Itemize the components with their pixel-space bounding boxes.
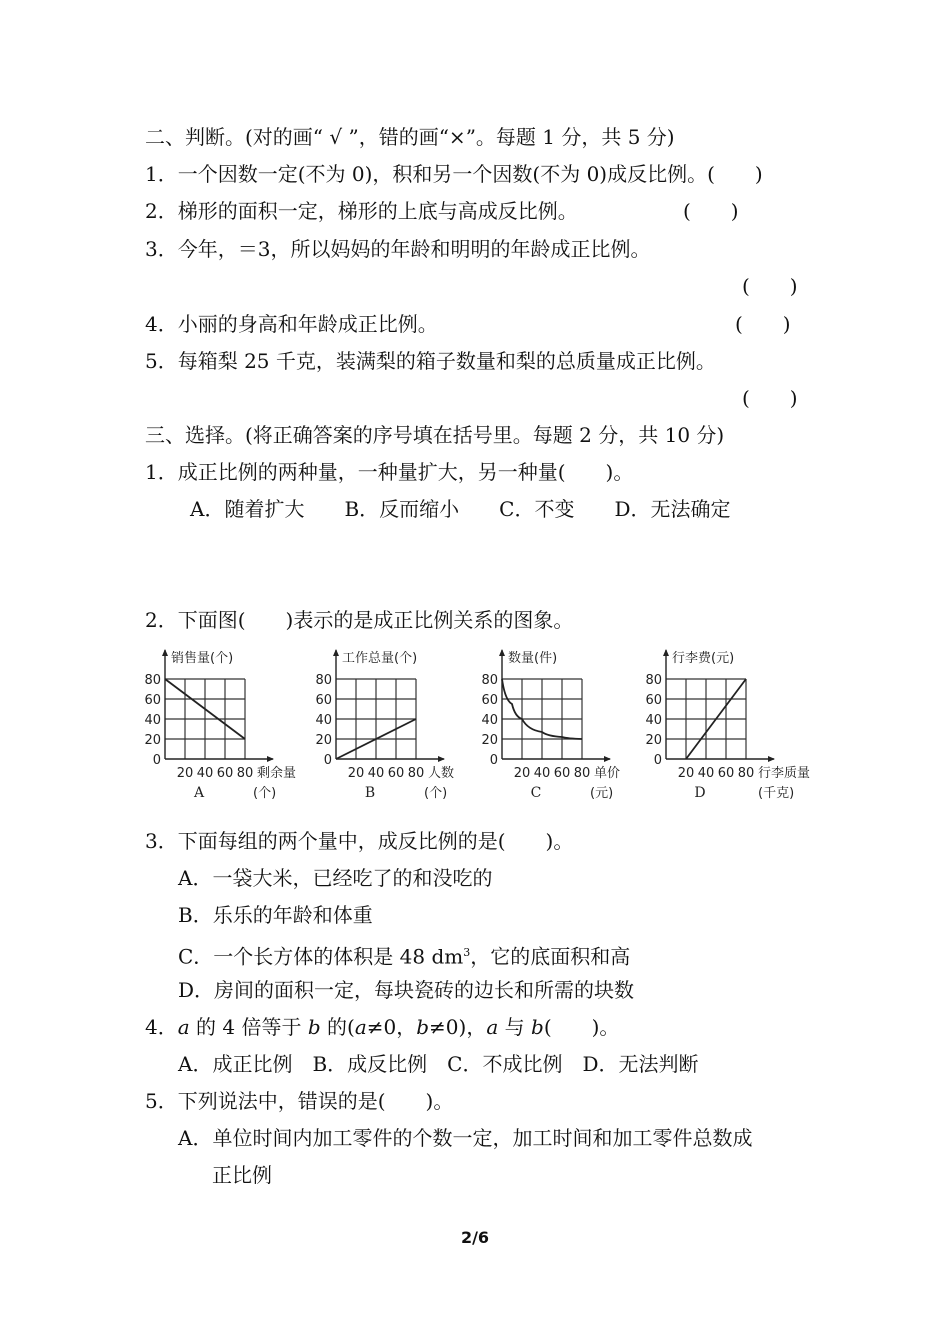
chart-label: C bbox=[530, 785, 542, 801]
y-axis-label: 销售量(个) bbox=[171, 651, 234, 666]
y-tick-label: 80 bbox=[645, 673, 662, 688]
section2-title: 二、判断。(对的画“ √ ”，错的画“×”。每题 1 分，共 5 分) bbox=[145, 125, 675, 149]
x-tick-label: 80 bbox=[407, 766, 425, 781]
x-tick-label: 80 bbox=[573, 766, 591, 781]
x-axis-label: 人数 bbox=[428, 766, 455, 781]
answer-paren[interactable]: ( ) bbox=[683, 199, 739, 223]
s2-question-1: 1．一个因数一定(不为 0)，积和另一个因数(不为 0)成反比例。( ) bbox=[145, 162, 763, 186]
chart-label: A bbox=[193, 785, 205, 801]
x-tick-label: 20 bbox=[347, 766, 365, 781]
x-tick-label: 40 bbox=[697, 766, 715, 781]
chart-label: B bbox=[364, 785, 376, 801]
chart-d bbox=[644, 640, 834, 810]
y-axis-arrow bbox=[499, 649, 505, 656]
y-tick-label: 40 bbox=[144, 713, 161, 728]
x-tick-label: 20 bbox=[513, 766, 531, 781]
section3-title: 三、选择。(将正确答案的序号填在括号里。每题 2 分，共 10 分) bbox=[145, 423, 725, 447]
y-axis-arrow bbox=[333, 649, 339, 656]
y-tick-label: 0 bbox=[152, 753, 161, 768]
y-tick-label: 60 bbox=[481, 693, 498, 708]
s3-q5-option-a-cont: 正比例 bbox=[212, 1163, 272, 1187]
chart-label: D bbox=[694, 785, 706, 801]
x-axis-label: 单价 bbox=[594, 766, 621, 781]
x-axis-unit: (元) bbox=[590, 786, 614, 801]
x-axis-arrow bbox=[768, 756, 775, 762]
chart-b bbox=[314, 640, 474, 810]
s3-q4-options: A．成正比例 B．成反比例 C．不成比例 D．无法判断 bbox=[178, 1052, 699, 1076]
s3-q5-option-a: A．单位时间内加工零件的个数一定，加工时间和加工零件总数成 bbox=[178, 1126, 753, 1150]
x-axis-unit: (个) bbox=[253, 786, 277, 801]
y-tick-label: 80 bbox=[315, 673, 332, 688]
y-tick-label: 60 bbox=[315, 693, 332, 708]
s3-question-2: 2．下面图( )表示的是成正比例关系的图象。 bbox=[145, 608, 574, 632]
y-tick-label: 40 bbox=[645, 713, 662, 728]
s3-q3-option-d: D．房间的面积一定，每块瓷砖的边长和所需的块数 bbox=[178, 978, 635, 1002]
x-tick-label: 60 bbox=[553, 766, 571, 781]
y-tick-label: 40 bbox=[481, 713, 498, 728]
chart-c bbox=[480, 640, 640, 810]
y-axis-arrow bbox=[663, 649, 669, 656]
chart-a bbox=[143, 640, 303, 810]
s3-question-1: 1．成正比例的两种量，一种量扩大，另一种量( )。 bbox=[145, 460, 634, 484]
y-tick-label: 60 bbox=[645, 693, 662, 708]
x-tick-label: 20 bbox=[677, 766, 695, 781]
s3-question-4: 4．a 的 4 倍等于 b 的(a≠0，b≠0)，a 与 b( )。 bbox=[145, 1015, 620, 1039]
x-axis-label: 行李质量 bbox=[758, 766, 811, 781]
x-tick-label: 40 bbox=[533, 766, 551, 781]
y-axis-label: 数量(件) bbox=[508, 651, 558, 666]
x-tick-label: 80 bbox=[236, 766, 254, 781]
s2-question-5: 5．每箱梨 25 千克，装满梨的箱子数量和梨的总质量成正比例。 bbox=[145, 349, 716, 373]
answer-paren[interactable]: ( ) bbox=[735, 312, 791, 336]
s3-question-5: 5．下列说法中，错误的是( )。 bbox=[145, 1089, 454, 1113]
y-tick-label: 0 bbox=[489, 753, 498, 768]
page-number: 2/6 bbox=[460, 1228, 490, 1247]
x-tick-label: 20 bbox=[176, 766, 194, 781]
x-axis-unit: (千克) bbox=[758, 786, 795, 801]
x-tick-label: 60 bbox=[216, 766, 234, 781]
s2-question-4: 4．小丽的身高和年龄成正比例。 bbox=[145, 312, 438, 336]
x-axis-arrow bbox=[604, 756, 611, 762]
s3-question-3: 3．下面每组的两个量中，成反比例的是( )。 bbox=[145, 829, 574, 853]
y-tick-label: 20 bbox=[481, 733, 498, 748]
y-tick-label: 20 bbox=[315, 733, 332, 748]
y-tick-label: 20 bbox=[645, 733, 662, 748]
y-tick-label: 0 bbox=[323, 753, 332, 768]
y-tick-label: 80 bbox=[144, 673, 161, 688]
y-tick-label: 20 bbox=[144, 733, 161, 748]
x-tick-label: 80 bbox=[737, 766, 755, 781]
s3-q1-options: A．随着扩大 B．反而缩小 C．不变 D．无法确定 bbox=[190, 497, 731, 521]
y-axis-label: 行李费(元) bbox=[672, 651, 735, 666]
x-axis-unit: (个) bbox=[424, 786, 448, 801]
x-tick-label: 60 bbox=[717, 766, 735, 781]
answer-paren[interactable]: ( ) bbox=[742, 274, 798, 298]
s3-q3-option-b: B．乐乐的年龄和体重 bbox=[178, 903, 373, 927]
x-tick-label: 40 bbox=[196, 766, 214, 781]
y-tick-label: 0 bbox=[653, 753, 662, 768]
s3-q3-option-c: C．一个长方体的体积是 48 $dm^3$，它的底面积和高 bbox=[178, 944, 631, 969]
y-tick-label: 80 bbox=[481, 673, 498, 688]
s3-q3-option-a: A．一袋大米，已经吃了的和没吃的 bbox=[178, 866, 493, 890]
y-axis-arrow bbox=[162, 649, 168, 656]
y-tick-label: 60 bbox=[144, 693, 161, 708]
x-axis-label: 剩余量 bbox=[257, 766, 297, 781]
x-axis-arrow bbox=[267, 756, 274, 762]
y-tick-label: 40 bbox=[315, 713, 332, 728]
x-tick-label: 60 bbox=[387, 766, 405, 781]
s2-question-3: 3．今年，＝3，所以妈妈的年龄和明明的年龄成正比例。 bbox=[145, 237, 651, 261]
x-axis-arrow bbox=[438, 756, 445, 762]
s2-question-2: 2．梯形的面积一定，梯形的上底与高成反比例。 bbox=[145, 199, 578, 223]
answer-paren[interactable]: ( ) bbox=[742, 386, 798, 410]
x-tick-label: 40 bbox=[367, 766, 385, 781]
y-axis-label: 工作总量(个) bbox=[342, 651, 418, 666]
